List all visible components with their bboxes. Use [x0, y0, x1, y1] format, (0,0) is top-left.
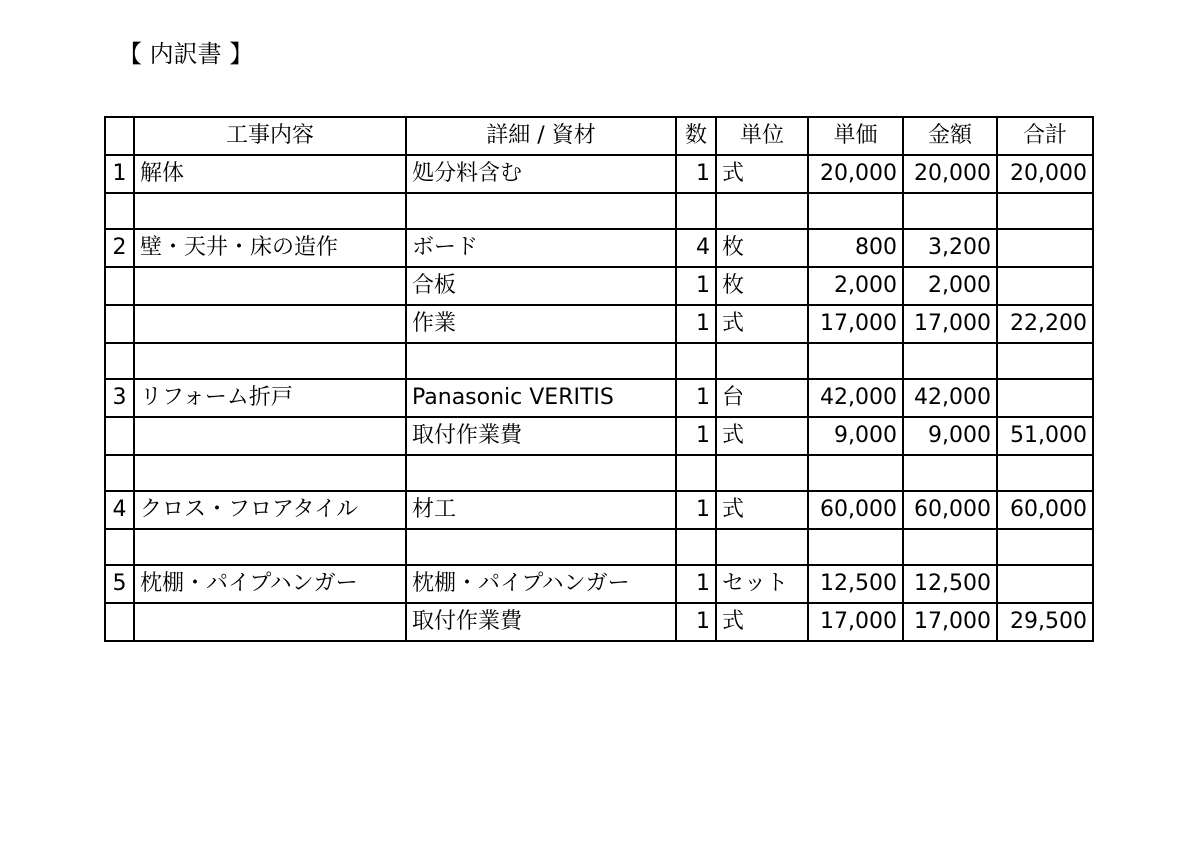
row-number-cell	[105, 455, 134, 491]
row-number-cell	[105, 305, 134, 343]
row-number-cell	[105, 343, 134, 379]
header-item: 工事内容	[134, 117, 406, 155]
table-row	[105, 491, 1093, 529]
table-row	[105, 417, 1093, 455]
work-item-cell: 解体	[134, 155, 406, 193]
header-unit-price: 単価	[808, 117, 903, 155]
quantity-cell	[676, 455, 716, 491]
amount-cell: 2,000	[903, 267, 997, 305]
amount-cell: 20,000	[903, 155, 997, 193]
header-unit: 単位	[716, 117, 808, 155]
amount-cell: 12,500	[903, 565, 997, 603]
table-row	[105, 603, 1093, 641]
unit-cell: 式	[716, 305, 808, 343]
unit-price-cell	[808, 193, 903, 229]
breakdown-table	[104, 116, 1094, 642]
table-body	[105, 155, 1093, 641]
quantity-cell	[676, 193, 716, 229]
table-row	[105, 529, 1093, 565]
table-row	[105, 193, 1093, 229]
table-row	[105, 379, 1093, 417]
quantity-cell: 1	[676, 379, 716, 417]
amount-cell: 17,000	[903, 305, 997, 343]
total-cell	[997, 343, 1093, 379]
detail-material-cell: 作業	[406, 305, 676, 343]
table-row	[105, 155, 1093, 193]
quantity-cell: 1	[676, 267, 716, 305]
detail-material-cell	[406, 529, 676, 565]
unit-price-cell: 9,000	[808, 417, 903, 455]
work-item-cell	[134, 529, 406, 565]
row-number-cell: 4	[105, 491, 134, 529]
unit-price-cell: 20,000	[808, 155, 903, 193]
work-item-cell: クロス・フロアタイル	[134, 491, 406, 529]
work-item-cell: 枕棚・パイプハンガー	[134, 565, 406, 603]
unit-price-cell: 42,000	[808, 379, 903, 417]
work-item-cell	[134, 193, 406, 229]
table-row	[105, 455, 1093, 491]
quantity-cell: 1	[676, 305, 716, 343]
quantity-cell: 1	[676, 491, 716, 529]
work-item-cell	[134, 305, 406, 343]
detail-material-cell: 取付作業費	[406, 417, 676, 455]
header-no	[105, 117, 134, 155]
total-cell	[997, 529, 1093, 565]
work-item-cell	[134, 603, 406, 641]
total-cell	[997, 229, 1093, 267]
quantity-cell	[676, 529, 716, 565]
total-cell: 51,000	[997, 417, 1093, 455]
amount-cell: 9,000	[903, 417, 997, 455]
detail-material-cell: 合板	[406, 267, 676, 305]
work-item-cell	[134, 343, 406, 379]
header-qty: 数	[676, 117, 716, 155]
header-amount: 金額	[903, 117, 997, 155]
total-cell	[997, 455, 1093, 491]
detail-material-cell: 取付作業費	[406, 603, 676, 641]
amount-cell: 42,000	[903, 379, 997, 417]
header-row	[105, 117, 1093, 155]
unit-cell: 枚	[716, 267, 808, 305]
unit-price-cell: 2,000	[808, 267, 903, 305]
unit-price-cell	[808, 343, 903, 379]
work-item-cell	[134, 417, 406, 455]
amount-cell: 60,000	[903, 491, 997, 529]
total-cell	[997, 379, 1093, 417]
amount-cell	[903, 193, 997, 229]
unit-cell: 枚	[716, 229, 808, 267]
unit-cell: 式	[716, 603, 808, 641]
work-item-cell: リフォーム折戸	[134, 379, 406, 417]
table-row	[105, 229, 1093, 267]
unit-cell	[716, 455, 808, 491]
header-total: 合計	[997, 117, 1093, 155]
quantity-cell: 1	[676, 417, 716, 455]
quantity-cell: 1	[676, 565, 716, 603]
detail-material-cell: 材工	[406, 491, 676, 529]
unit-cell: 台	[716, 379, 808, 417]
detail-material-cell	[406, 455, 676, 491]
unit-price-cell: 17,000	[808, 603, 903, 641]
unit-cell	[716, 193, 808, 229]
row-number-cell	[105, 529, 134, 565]
document-title: 【 内訳書 】	[118, 40, 254, 68]
amount-cell	[903, 529, 997, 565]
quantity-cell: 1	[676, 603, 716, 641]
row-number-cell: 2	[105, 229, 134, 267]
quantity-cell	[676, 343, 716, 379]
unit-price-cell: 17,000	[808, 305, 903, 343]
unit-price-cell: 60,000	[808, 491, 903, 529]
detail-material-cell: 処分料含む	[406, 155, 676, 193]
detail-material-cell: 枕棚・パイプハンガー	[406, 565, 676, 603]
unit-cell: 式	[716, 491, 808, 529]
amount-cell	[903, 343, 997, 379]
unit-cell: 式	[716, 417, 808, 455]
header-detail: 詳細 / 資材	[406, 117, 676, 155]
detail-material-cell	[406, 343, 676, 379]
unit-cell	[716, 529, 808, 565]
work-item-cell	[134, 455, 406, 491]
total-cell: 29,500	[997, 603, 1093, 641]
total-cell	[997, 565, 1093, 603]
unit-cell: 式	[716, 155, 808, 193]
table-header	[105, 117, 1093, 155]
unit-cell: セット	[716, 565, 808, 603]
total-cell	[997, 193, 1093, 229]
table-row	[105, 267, 1093, 305]
row-number-cell: 3	[105, 379, 134, 417]
row-number-cell	[105, 193, 134, 229]
work-item-cell	[134, 267, 406, 305]
detail-material-cell: Panasonic VERITIS	[406, 379, 676, 417]
total-cell	[997, 267, 1093, 305]
quantity-cell: 4	[676, 229, 716, 267]
unit-cell	[716, 343, 808, 379]
table-row	[105, 343, 1093, 379]
total-cell: 60,000	[997, 491, 1093, 529]
amount-cell: 3,200	[903, 229, 997, 267]
detail-material-cell	[406, 193, 676, 229]
table-row	[105, 305, 1093, 343]
total-cell: 22,200	[997, 305, 1093, 343]
amount-cell: 17,000	[903, 603, 997, 641]
unit-price-cell: 12,500	[808, 565, 903, 603]
unit-price-cell	[808, 529, 903, 565]
detail-material-cell: ボード	[406, 229, 676, 267]
row-number-cell: 1	[105, 155, 134, 193]
unit-price-cell	[808, 455, 903, 491]
unit-price-cell: 800	[808, 229, 903, 267]
row-number-cell	[105, 267, 134, 305]
row-number-cell: 5	[105, 565, 134, 603]
table-row	[105, 565, 1093, 603]
quantity-cell: 1	[676, 155, 716, 193]
amount-cell	[903, 455, 997, 491]
work-item-cell: 壁・天井・床の造作	[134, 229, 406, 267]
total-cell: 20,000	[997, 155, 1093, 193]
row-number-cell	[105, 417, 134, 455]
row-number-cell	[105, 603, 134, 641]
